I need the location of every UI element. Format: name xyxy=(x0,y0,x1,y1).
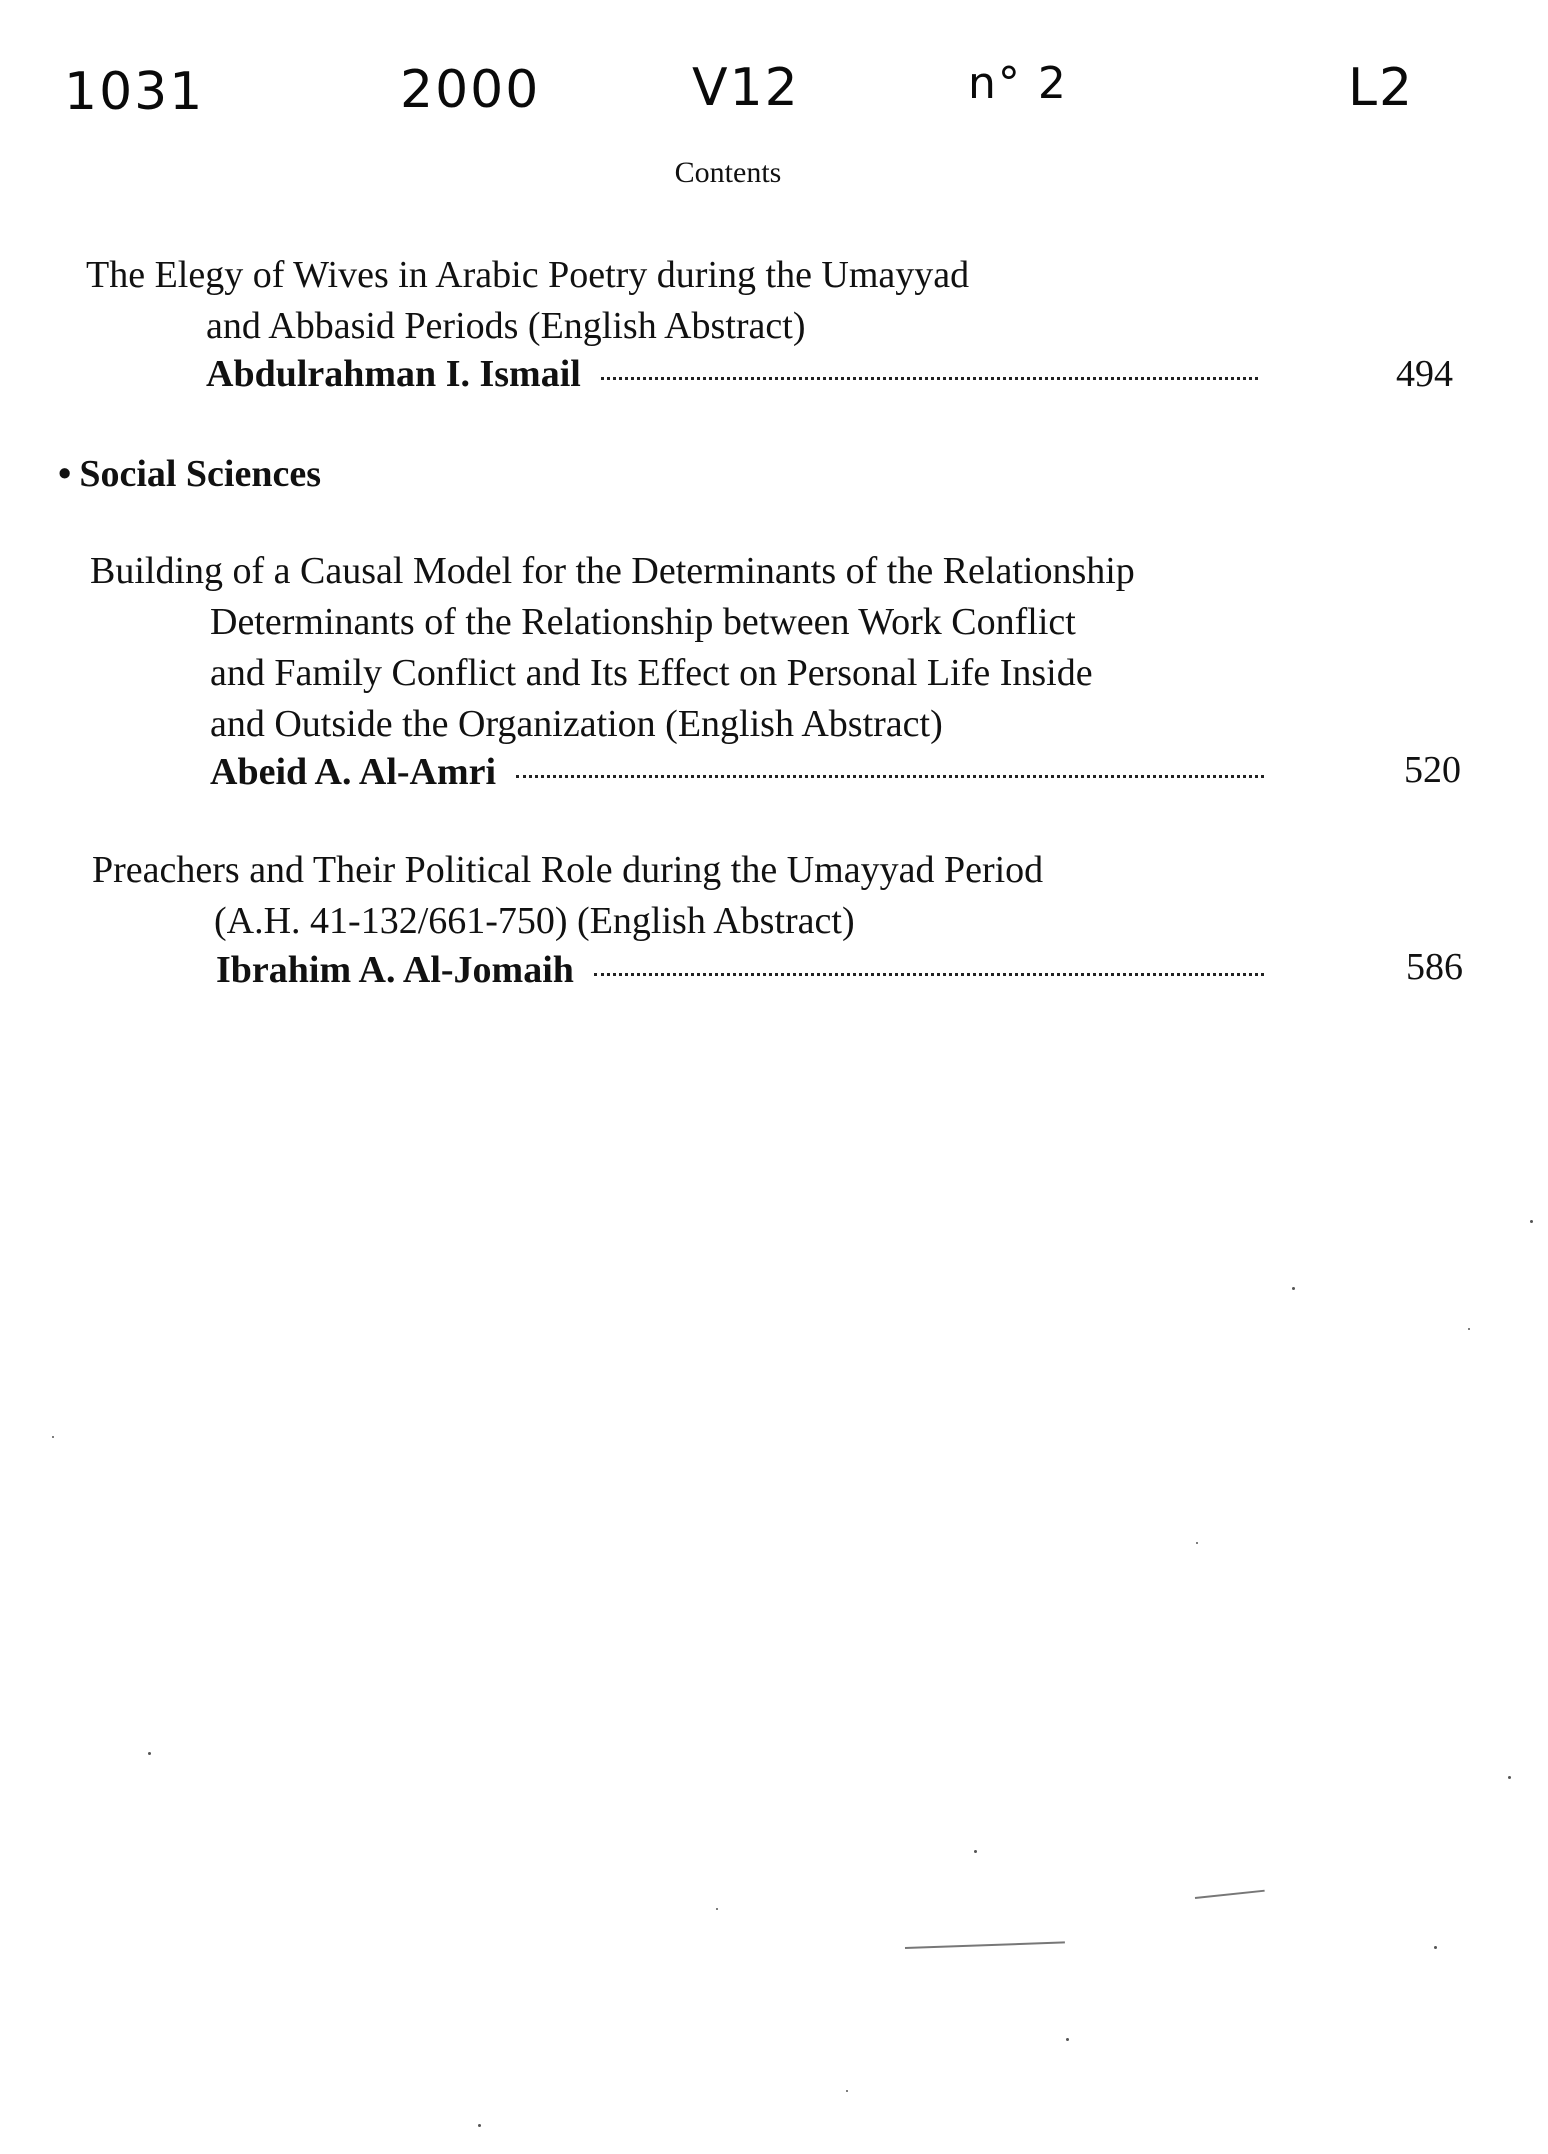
page-number: 494 xyxy=(1396,353,1453,395)
handwritten-annotation: 2000 xyxy=(400,60,541,120)
toc-author-row[interactable] xyxy=(210,750,1270,794)
handwritten-annotation: L2 xyxy=(1348,58,1415,118)
scan-speck xyxy=(1196,1542,1198,1544)
scan-scratch xyxy=(905,1941,1065,1949)
entry-title-line: The Elegy of Wives in Arabic Poetry during the Umayyad xyxy=(86,254,970,296)
scan-speck xyxy=(716,1908,718,1910)
scan-scratch xyxy=(1195,1890,1265,1899)
entry-title xyxy=(92,845,1043,947)
entry-title-line: and Outside the Organization (English Abstract) xyxy=(210,703,943,745)
handwritten-annotation: V12 xyxy=(692,58,800,118)
toc-author-row[interactable] xyxy=(206,352,1264,396)
dot-leader xyxy=(516,774,1264,778)
scan-speck xyxy=(52,1436,54,1438)
entry-title-line: (A.H. 41-132/661-750) (English Abstract) xyxy=(214,900,855,942)
handwritten-annotation: 1031 xyxy=(64,62,205,122)
toc-author-row[interactable] xyxy=(216,948,1270,992)
page-number: 586 xyxy=(1406,946,1463,988)
page-heading: Contents xyxy=(674,156,782,189)
scan-speck xyxy=(1468,1328,1470,1330)
entry-title-line: Preachers and Their Political Role during the Umayyad Period xyxy=(92,849,1044,891)
entry-title-line: Building of a Causal Model for the Determinants of the Relationship xyxy=(90,550,1135,592)
scan-speck xyxy=(846,2090,848,2092)
entry-title-line: and Abbasid Periods (English Abstract) xyxy=(206,305,806,347)
scan-speck xyxy=(1066,2038,1069,2041)
scan-speck xyxy=(1434,1946,1437,1949)
entry-title-line: and Family Conflict and Its Effect on Personal Life Inside xyxy=(210,652,1093,694)
dot-leader xyxy=(601,376,1258,380)
author-name: Abdulrahman I. Ismail xyxy=(206,353,581,395)
scan-speck xyxy=(478,2124,481,2127)
entry-title-line: Determinants of the Relationship between Work Conflict xyxy=(210,601,1076,643)
scan-speck xyxy=(1292,1287,1295,1290)
author-name: Abeid A. Al-Amri xyxy=(210,751,497,793)
scan-speck xyxy=(1508,1776,1511,1779)
handwritten-annotation: n° 2 xyxy=(968,58,1068,109)
bullet-icon: • xyxy=(58,453,72,495)
dot-leader xyxy=(594,972,1264,976)
scan-speck xyxy=(148,1752,151,1755)
entry-title xyxy=(86,250,969,352)
section-title: Social Sciences xyxy=(79,453,322,495)
scan-speck xyxy=(974,1850,977,1853)
author-name: Ibrahim A. Al-Jomaih xyxy=(216,949,574,991)
scan-speck xyxy=(1530,1220,1533,1223)
entry-title xyxy=(90,546,1135,750)
page-number: 520 xyxy=(1404,749,1461,791)
section-heading xyxy=(58,452,321,496)
